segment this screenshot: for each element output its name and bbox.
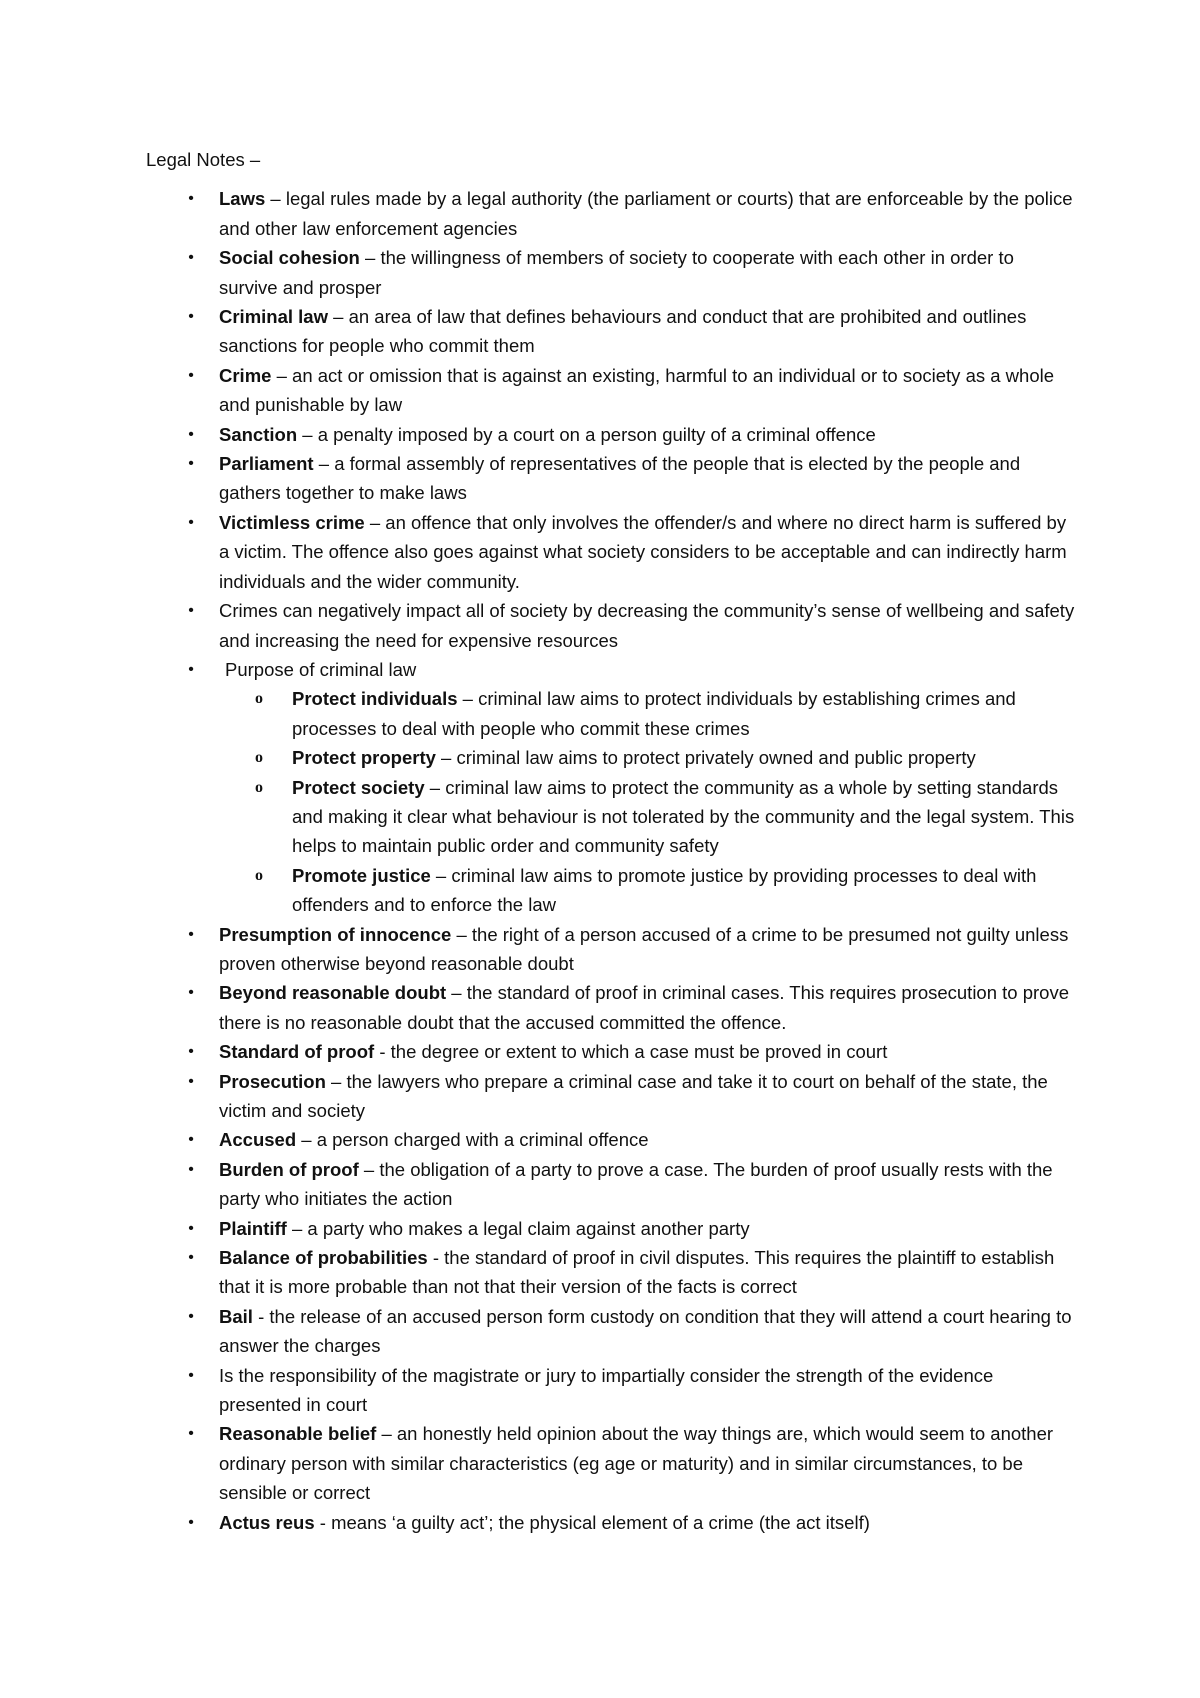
separator: –: [297, 423, 318, 445]
separator: -: [252, 1305, 270, 1327]
term: Victimless crime: [219, 511, 365, 533]
separator: –: [313, 453, 335, 475]
term: Standard of proof: [219, 1041, 375, 1063]
term: Prosecution: [219, 1070, 326, 1092]
term: Parliament: [219, 453, 314, 475]
separator: –: [457, 688, 479, 710]
definition: an honestly held opinion about the way things are, which would seem to another ordinary person with similar characteristics (eg age or maturity) and in similar circumstances, to be sensible or correct: [219, 1423, 1054, 1504]
term: Bail: [219, 1305, 253, 1327]
bullet-icon: •: [188, 1249, 194, 1267]
term: Beyond reasonable doubt: [219, 982, 447, 1004]
purpose-heading: Purpose of criminal law: [225, 658, 417, 680]
bullet-icon: •: [188, 1366, 194, 1384]
bullet-icon: •: [188, 1072, 194, 1090]
definition: the degree or extent to which a case must be proved in court: [390, 1041, 888, 1063]
term: Protect property: [292, 747, 436, 769]
separator: -: [374, 1041, 391, 1063]
list-item: [146, 1243, 1076, 1302]
term: Reasonable belief: [219, 1423, 377, 1445]
list-item: [146, 1125, 1076, 1154]
bullet-icon: •: [188, 1425, 194, 1443]
definition: an area of law that defines behaviours and conduct that are prohibited and outlines sanctions for people who commit them: [219, 306, 1027, 357]
bullet-icon: •: [188, 660, 194, 678]
bullet-icon: •: [188, 308, 194, 326]
term: Accused: [219, 1129, 297, 1151]
term: Promote justice: [292, 864, 431, 886]
term: Laws: [219, 188, 266, 210]
list-item: [146, 1067, 1076, 1126]
bullet-icon: •: [188, 455, 194, 473]
separator: –: [286, 1217, 308, 1239]
list-item: [146, 920, 1076, 979]
list-item: [146, 184, 1076, 243]
sub-bullet-icon: o: [255, 749, 263, 767]
separator: –: [271, 364, 293, 386]
bullet-icon: •: [188, 1307, 194, 1325]
bullet-icon: •: [188, 249, 194, 267]
list-item: [146, 1302, 1076, 1361]
separator: –: [430, 864, 452, 886]
definition: the willingness of members of society to cooperate with each other in order to survive and prosper: [219, 247, 1014, 298]
definition: the release of an accused person form custody on condition that they will attend a court hearing to answer the charges: [219, 1305, 1072, 1357]
separator: –: [376, 1423, 397, 1445]
bullet-icon: •: [188, 1219, 194, 1237]
sub-list-item: [219, 684, 1076, 743]
separator: –: [364, 511, 386, 533]
separator: –: [424, 776, 446, 798]
term: Balance of probabilities: [219, 1247, 428, 1269]
definition: a formal assembly of representatives of the people that is elected by the people and gathers together to make laws: [219, 453, 1021, 504]
sub-bullet-icon: o: [255, 690, 263, 708]
bullet-icon: •: [188, 1513, 194, 1531]
list-item: [146, 302, 1076, 361]
separator: –: [265, 188, 286, 210]
document-body: [146, 145, 1076, 1537]
definition: criminal law aims to protect privately owned and public property: [456, 747, 976, 769]
term: Social cohesion: [219, 247, 360, 269]
list-item: [146, 978, 1076, 1037]
definition: legal rules made by a legal authority (the parliament or courts) that are enforceable by the police and other law enforcement agencies: [219, 188, 1073, 239]
term: Crime: [219, 364, 272, 386]
bullet-icon: •: [188, 513, 194, 531]
list-item: [146, 1155, 1076, 1214]
term: Criminal law: [219, 306, 328, 328]
sub-list-item: [219, 743, 1076, 772]
list-item: [146, 1361, 1076, 1420]
separator: -: [314, 1511, 332, 1533]
sub-bullet-icon: o: [255, 866, 263, 884]
purpose-sublist: [219, 684, 1076, 919]
definition: a person charged with a criminal offence: [316, 1129, 649, 1151]
list-item: [146, 1508, 1076, 1537]
definition: an act or omission that is against an existing, harmful to an individual or to society as a whole and punishable by law: [219, 364, 1055, 416]
bullet-icon: •: [188, 984, 194, 1002]
definition: the obligation of a party to prove a case. The burden of proof usually rests with the party who initiates the action: [219, 1158, 1053, 1210]
sub-list-item: [219, 773, 1076, 861]
term: Plaintiff: [219, 1217, 287, 1239]
list-item: [146, 243, 1076, 302]
list-item: [146, 508, 1076, 596]
list-item: [146, 361, 1076, 420]
bullet-icon: •: [188, 1160, 194, 1178]
bullet-icon: •: [188, 925, 194, 943]
notes-list: [146, 184, 1076, 1537]
sub-bullet-icon: o: [255, 778, 263, 796]
separator: –: [358, 1158, 380, 1180]
separator: -: [427, 1247, 445, 1269]
definition: a penalty imposed by a court on a person guilty of a criminal offence: [317, 423, 876, 445]
definition: the lawyers who prepare a criminal case and take it to court on behalf of the state, the victim and society: [219, 1070, 1048, 1121]
term: Actus reus: [219, 1511, 315, 1533]
list-item: [146, 420, 1076, 449]
definition: the standard of proof in criminal cases. This requires prosecution to prove there is no reasonable doubt that the accused committed the offence.: [219, 982, 1069, 1033]
statement: Is the responsibility of the magistrate or jury to impartially consider the strength of the evidence presented in court: [219, 1364, 994, 1416]
separator: –: [325, 1070, 347, 1092]
sub-list-item: [219, 861, 1076, 920]
separator: –: [435, 747, 457, 769]
separator: –: [446, 982, 467, 1004]
document-title: Legal Notes –: [146, 149, 261, 170]
definition: an offence that only involves the offender/s and where no direct harm is suffered by a victim. The offence also goes against what society considers to be acceptable and can indirectly harm individuals and the wider community.: [219, 511, 1067, 592]
list-item: [146, 1037, 1076, 1066]
definition: the standard of proof in civil disputes. This requires the plaintiff to establish that it is more probable than not that their version of the facts is correct: [219, 1247, 1055, 1298]
term: Protect individuals: [292, 688, 458, 710]
bullet-icon: •: [188, 190, 194, 208]
definition: criminal law aims to promote justice by providing processes to deal with offenders and to enforce the law: [292, 864, 1037, 916]
bullet-icon: •: [188, 366, 194, 384]
separator: –: [327, 306, 349, 328]
definition: criminal law aims to protect individuals by establishing crimes and processes to deal with people who commit these crimes: [292, 688, 1016, 739]
term: Presumption of innocence: [219, 923, 452, 945]
bullet-icon: •: [188, 1043, 194, 1061]
separator: –: [359, 247, 381, 269]
bullet-icon: •: [188, 1131, 194, 1149]
term: Burden of proof: [219, 1158, 359, 1180]
list-item: [146, 1214, 1076, 1243]
list-item: [146, 449, 1076, 508]
definition: the right of a person accused of a crime to be presumed not guilty unless proven otherwise beyond reasonable doubt: [219, 923, 1069, 974]
definition: criminal law aims to protect the community as a whole by setting standards and making it clear what behaviour is not tolerated by the community and the legal system. This helps to maintain public order and community safety: [292, 776, 1075, 857]
list-item: [146, 596, 1076, 655]
list-item-purpose: [146, 655, 1076, 920]
separator: –: [296, 1129, 317, 1151]
term: Sanction: [219, 423, 298, 445]
bullet-icon: •: [188, 602, 194, 620]
definition: a party who makes a legal claim against another party: [307, 1217, 750, 1239]
separator: –: [451, 923, 472, 945]
term: Protect society: [292, 776, 425, 798]
definition: means ‘a guilty act’; the physical element of a crime (the act itself): [331, 1511, 870, 1533]
list-item: [146, 1419, 1076, 1507]
statement: Crimes can negatively impact all of society by decreasing the community’s sense of wellbeing and safety and increasing the need for expensive resources: [219, 600, 1075, 651]
bullet-icon: •: [188, 425, 194, 443]
